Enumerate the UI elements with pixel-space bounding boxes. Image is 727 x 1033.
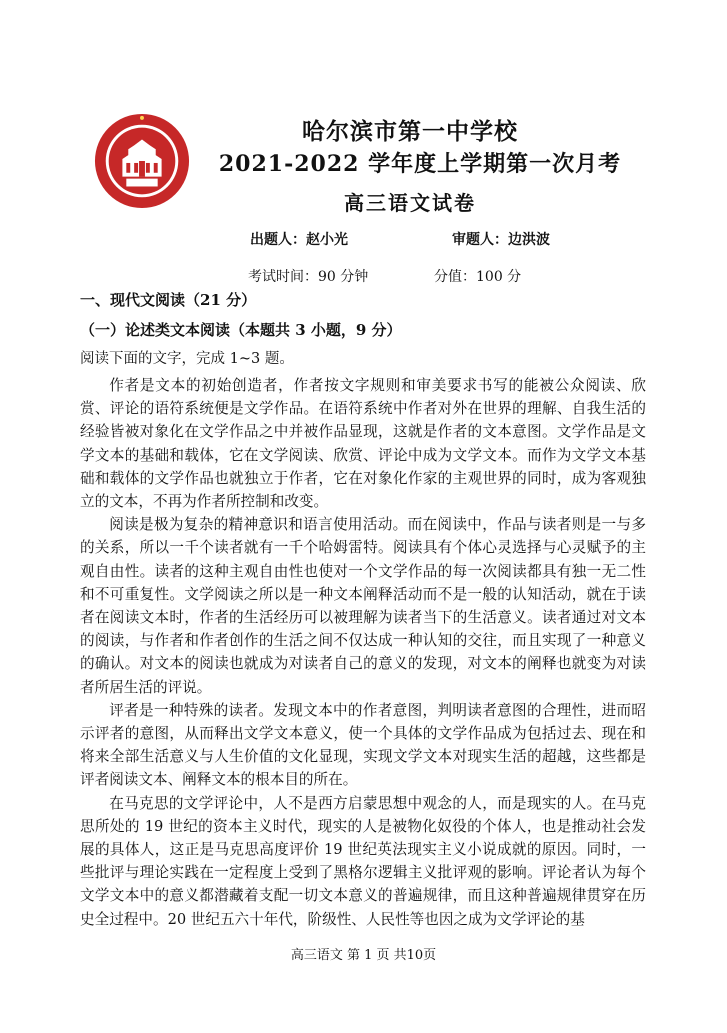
subsection-heading: （一）论述类文本阅读（本题共 3 小题，9 分） (80, 321, 402, 339)
passage-paragraph: 阅读是极为复杂的精神意识和语言使用活动。而在阅读中，作品与读者则是一与多的关系，所以一千个读者就有一千个哈姆雷特。阅读具有个体心灵选择与心灵赋予的主观自由性。读者的这种主观自由性也使对一个文学作品的每一次阅读都具有独一无二性和不可重复性。文学阅读之所以是一种文本阐释活动而不是一般的认知活动，就在于读者在阅读文本时，作者的生活经历可以被理解为读者当下的生活意义。读者通过对文本的阅读，与作者和作者创作的生活之间不仅达成一种认知的交往，而且实现了一种意义的确认。对文本的阅读也就成为对读者自己的意义的发现，对文本的阐释也就变为对读者所居生活的评说。 (80, 516, 646, 696)
question-reviewer: 审题人：边洪波 (452, 232, 550, 248)
reading-instruction: 阅读下面的文字，完成 1~3 题。 (80, 351, 294, 367)
exam-term-title: 2021-2022 学年度上学期第一次月考 (218, 151, 622, 177)
passage-paragraph: 在马克思的文学评论中，人不是西方启蒙思想中观念的人，而是现实的人。在马克思所处的 19 世纪的资本主义时代，现实的人是被物化奴役的个体人，也是推动社会发展的具体人，这正是马克思高度评价 19 世纪英法现实主义小说成就的原因。同时，一些批评与理论实践在一定程度上受到了黑格尔逻辑主义批评观的影响。评论者认为每个文学文本中的意义都潜藏着支配一切文本意义的普遍规律，而且这种普遍规律贯穿在历史全过程中。20 世纪五六十年代，阶级性、人民性等也因之成为文学评论的基 (80, 794, 646, 928)
school-name: 哈尔滨市第一中学校 (302, 118, 518, 145)
paper-title: 高三语文试卷 (344, 191, 476, 215)
passage-paragraph: 评者是一种特殊的读者。发现文本中的作者意图，判明读者意图的合理性，进而昭示评者的意图，从而释出文学文本意义，使一个具体的文学作品成为包括过去、现在和将来全部生活意义与人生价值的文化显现，实现文学文本对现实生活的超越，这些都是评者阅读文本、阐释文本的根本目的所在。 (80, 701, 646, 789)
question-setter: 出题人：赵小光 (250, 232, 348, 248)
page-footer: 高三语文 第 1 页 共10页 (290, 948, 437, 963)
school-seal-logo (93, 112, 191, 210)
total-score: 分值：100 分 (434, 269, 522, 285)
exam-duration: 考试时间：90 分钟 (248, 269, 369, 285)
passage-paragraph: 作者是文本的初始创造者，作者按文字规则和审美要求书写的能被公众阅读、欣赏、评论的语符系统便是文学作品。在语符系统中作者对外在世界的理解、自我生活的经验皆被对象化在文学作品之中并被作品显现，这就是作者的文本意图。文学作品是文学文本的基础和载体，它在文学阅读、欣赏、评论中成为文学文本。而作为文学文本基础和载体的文学作品也就独立于作者，它在对象化作家的主观世界的同时，成为客观独立的文本，不再为作者所控制和改变。 (80, 377, 646, 511)
seal-emblem-icon (93, 112, 191, 210)
reading-passage (80, 374, 646, 931)
section-heading: 一、现代文阅读（21 分） (80, 291, 257, 309)
